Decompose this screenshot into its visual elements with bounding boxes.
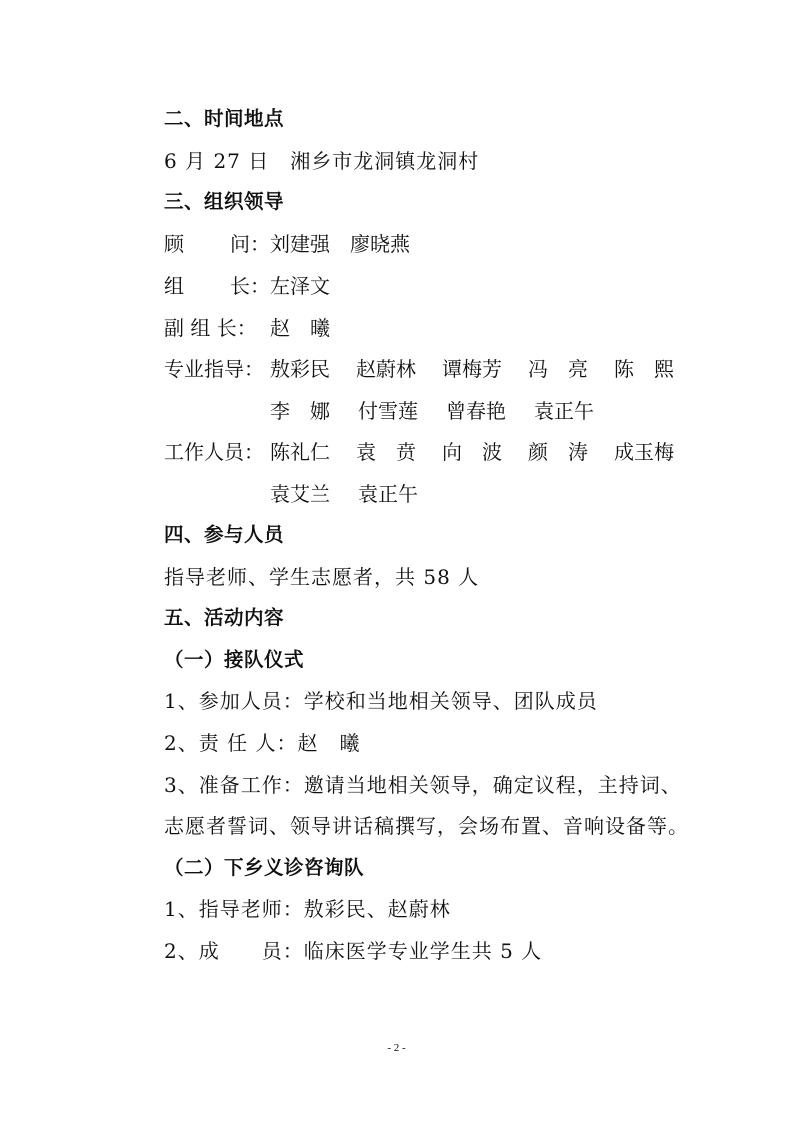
section-heading-activities: 五、活动内容 [164, 606, 285, 629]
staff-name: 成玉梅 [614, 440, 674, 464]
staff-name: 向 波 [442, 440, 502, 464]
guidance-name: 付雪莲 [358, 399, 418, 423]
guidance-name: 冯 亮 [528, 357, 588, 381]
advisor-names-text: 刘建强 廖晓燕 [270, 232, 410, 256]
staff-label: 工作人员： [164, 440, 264, 464]
section-heading-participants: 四、参与人员 [164, 523, 285, 546]
professional-guidance-row2 [270, 399, 622, 423]
subsection-heading-welcome-ceremony: （一）接队仪式 [164, 648, 305, 671]
advisor-names [270, 232, 438, 256]
staff-name: 袁正午 [358, 482, 418, 506]
page-number: - 2 - [387, 1042, 406, 1054]
professional-guidance-label: 专业指导： [164, 357, 264, 381]
leader-names [270, 274, 358, 298]
leader-label-part1: 组 [164, 274, 184, 298]
advisor-label-part2: 问： [230, 232, 270, 256]
leader-names-text: 左泽文 [270, 274, 330, 298]
subsection-heading-clinic-team: （二）下乡义诊咨询队 [164, 856, 365, 879]
leader-label-part2: 长： [230, 274, 270, 298]
welcome-item-responsible: 2、责 任 人：赵 曦 [164, 731, 361, 755]
advisor-label [164, 232, 270, 256]
leader-label [164, 274, 270, 298]
section-heading-organization: 三、组织领导 [164, 190, 285, 213]
professional-guidance-row1 [270, 357, 674, 381]
guidance-name: 谭梅芳 [442, 357, 502, 381]
welcome-item-preparation-line1: 3、准备工作：邀请当地相关领导，确定议程，主持词、 [164, 773, 682, 797]
guidance-name: 李 娜 [270, 399, 330, 423]
guidance-name: 陈 熙 [614, 357, 674, 381]
guidance-name: 敖彩民 [270, 357, 330, 381]
staff-name: 袁艾兰 [270, 482, 330, 506]
staff-name: 袁 贲 [356, 440, 416, 464]
guidance-name: 袁正午 [534, 399, 594, 423]
deputy-leader-names [270, 316, 358, 340]
guidance-name: 曾春艳 [446, 399, 506, 423]
deputy-leader-names-text: 赵 曦 [270, 316, 330, 340]
guidance-name: 赵蔚林 [356, 357, 416, 381]
staff-name: 陈礼仁 [270, 440, 330, 464]
welcome-item-preparation-line2: 志愿者誓词、领导讲话稿撰写，会场布置、音响设备等。 [164, 814, 689, 838]
staff-row1 [270, 440, 674, 464]
time-place-content: 6 月 27 日 湘乡市龙洞镇龙洞村 [164, 149, 480, 173]
deputy-leader-label: 副 组 长： [164, 316, 257, 340]
section-heading-time-place: 二、时间地点 [164, 107, 285, 130]
advisor-label-part1: 顾 [164, 232, 184, 256]
staff-row2 [270, 482, 446, 506]
staff-name: 颜 涛 [528, 440, 588, 464]
clinic-item-instructors: 1、指导老师：敖彩民、赵蔚林 [164, 897, 451, 921]
participants-content: 指导老师、学生志愿者，共 58 人 [164, 565, 480, 589]
clinic-item-members: 2、成 员：临床医学专业学生共 5 人 [164, 939, 543, 963]
welcome-item-participants: 1、参加人员：学校和当地相关领导、团队成员 [164, 689, 598, 713]
